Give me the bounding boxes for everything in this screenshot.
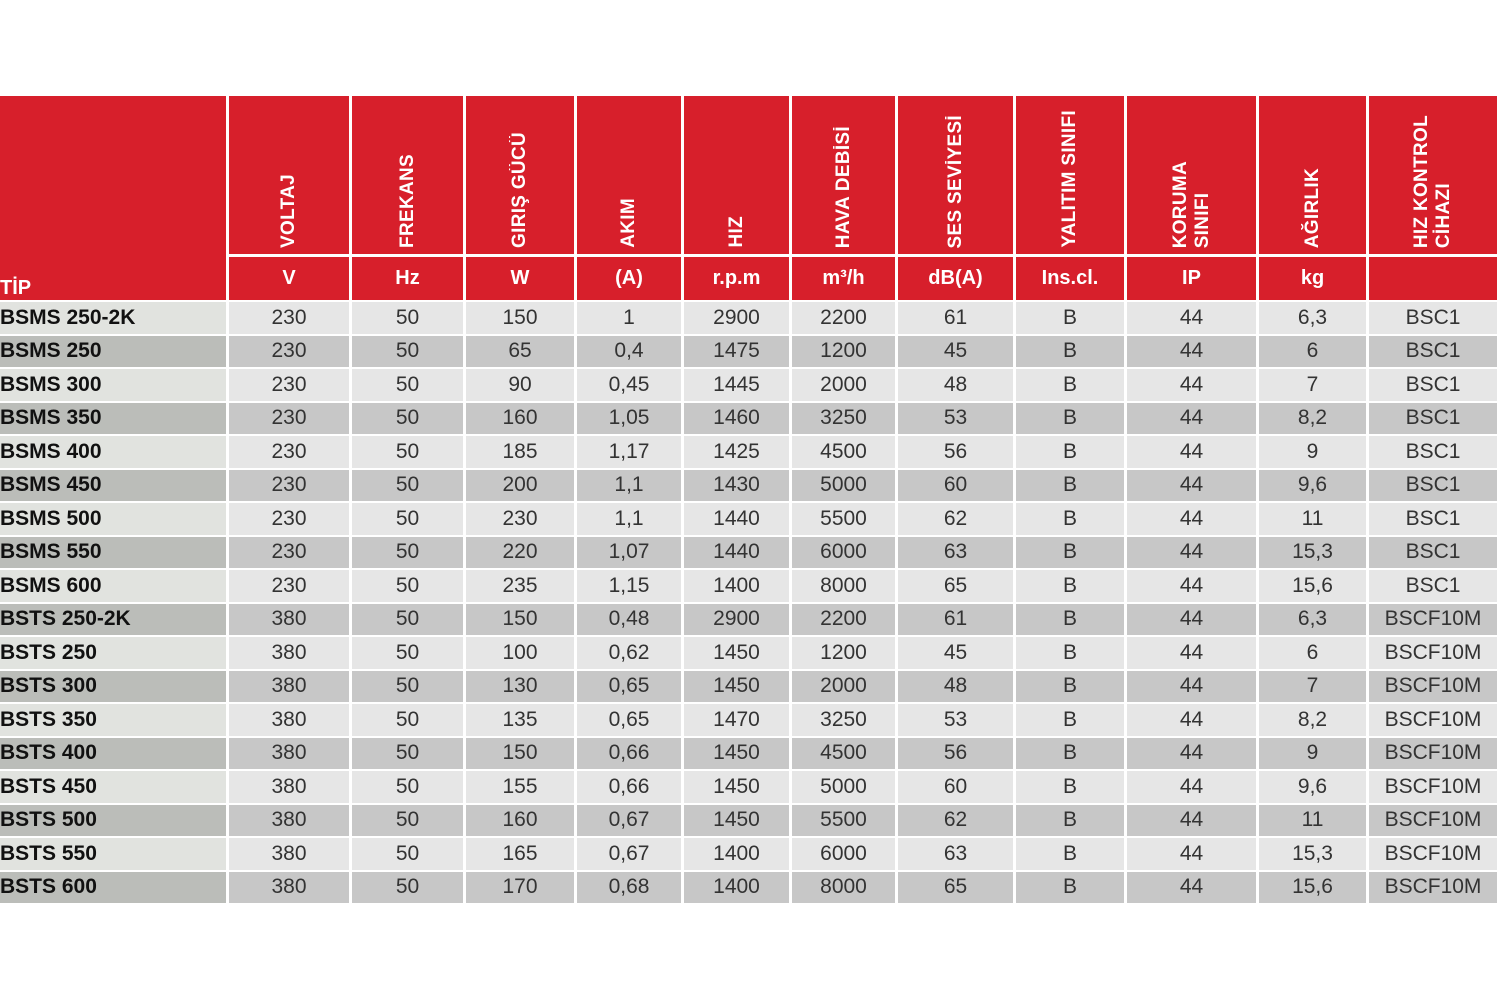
table-row bbox=[0, 568, 1500, 602]
value-cell: BSC1 bbox=[1369, 334, 1500, 368]
spec-table bbox=[0, 96, 1500, 903]
value-cell: 200 bbox=[466, 468, 577, 502]
column-title-text: HIZ KONTROL CİHAZI bbox=[1411, 114, 1454, 248]
header-tip: TİP bbox=[0, 96, 229, 300]
value-cell: 9,6 bbox=[1259, 468, 1369, 502]
value-cell: 1450 bbox=[684, 736, 792, 770]
value-cell: BSC1 bbox=[1369, 535, 1500, 569]
model-name-cell: BSTS 550 bbox=[0, 836, 229, 870]
column-title-text: KORUMA SINIFI bbox=[1169, 160, 1213, 248]
value-cell: 380 bbox=[229, 769, 352, 803]
value-cell: 1200 bbox=[792, 635, 898, 669]
value-cell: 9,6 bbox=[1259, 769, 1369, 803]
value-cell: 0,45 bbox=[577, 367, 684, 401]
value-cell: 135 bbox=[466, 702, 577, 736]
table-row bbox=[0, 803, 1500, 837]
value-cell: 0,66 bbox=[577, 769, 684, 803]
value-cell: 8000 bbox=[792, 568, 898, 602]
value-cell: 11 bbox=[1259, 803, 1369, 837]
table-row bbox=[0, 367, 1500, 401]
value-cell: 380 bbox=[229, 702, 352, 736]
value-cell: 5500 bbox=[792, 803, 898, 837]
value-cell: 1400 bbox=[684, 870, 792, 904]
value-cell: 9 bbox=[1259, 434, 1369, 468]
value-cell: 61 bbox=[898, 300, 1016, 334]
value-cell: 63 bbox=[898, 535, 1016, 569]
table-row bbox=[0, 669, 1500, 703]
value-cell: 44 bbox=[1127, 669, 1259, 703]
value-cell: 230 bbox=[229, 300, 352, 334]
header-column-title bbox=[352, 96, 466, 254]
model-name-cell: BSTS 250 bbox=[0, 635, 229, 669]
value-cell: 50 bbox=[352, 568, 466, 602]
value-cell: 2200 bbox=[792, 300, 898, 334]
value-cell: 0,65 bbox=[577, 702, 684, 736]
value-cell: B bbox=[1016, 468, 1127, 502]
value-cell: 5000 bbox=[792, 468, 898, 502]
value-cell: 62 bbox=[898, 501, 1016, 535]
value-cell: BSCF10M bbox=[1369, 702, 1500, 736]
model-name-cell: BSMS 300 bbox=[0, 367, 229, 401]
model-name-cell: BSTS 450 bbox=[0, 769, 229, 803]
value-cell: 1440 bbox=[684, 501, 792, 535]
value-cell: 8,2 bbox=[1259, 702, 1369, 736]
value-cell: B bbox=[1016, 367, 1127, 401]
table-row bbox=[0, 468, 1500, 502]
header-column-unit: IP bbox=[1127, 254, 1259, 300]
value-cell: 230 bbox=[466, 501, 577, 535]
value-cell: 44 bbox=[1127, 535, 1259, 569]
value-cell: B bbox=[1016, 769, 1127, 803]
value-cell: BSCF10M bbox=[1369, 635, 1500, 669]
value-cell: 62 bbox=[898, 803, 1016, 837]
column-title-text: SES SEVİYESİ bbox=[944, 114, 966, 248]
value-cell: B bbox=[1016, 300, 1127, 334]
value-cell: 53 bbox=[898, 401, 1016, 435]
value-cell: 8,2 bbox=[1259, 401, 1369, 435]
header-column-title bbox=[229, 96, 352, 254]
value-cell: B bbox=[1016, 602, 1127, 636]
column-title-text: YALITIM SINIFI bbox=[1059, 110, 1080, 248]
table-row bbox=[0, 401, 1500, 435]
value-cell: 8000 bbox=[792, 870, 898, 904]
value-cell: 50 bbox=[352, 401, 466, 435]
value-cell: 6000 bbox=[792, 535, 898, 569]
value-cell: 50 bbox=[352, 769, 466, 803]
value-cell: BSC1 bbox=[1369, 468, 1500, 502]
value-cell: 150 bbox=[466, 602, 577, 636]
value-cell: BSC1 bbox=[1369, 434, 1500, 468]
model-name-cell: BSMS 350 bbox=[0, 401, 229, 435]
value-cell: 230 bbox=[229, 401, 352, 435]
value-cell: B bbox=[1016, 434, 1127, 468]
value-cell: 1450 bbox=[684, 803, 792, 837]
value-cell: 0,62 bbox=[577, 635, 684, 669]
header-column-title bbox=[684, 96, 792, 254]
value-cell: 230 bbox=[229, 334, 352, 368]
value-cell: 6,3 bbox=[1259, 300, 1369, 334]
value-cell: 230 bbox=[229, 535, 352, 569]
value-cell: BSCF10M bbox=[1369, 803, 1500, 837]
value-cell: BSCF10M bbox=[1369, 669, 1500, 703]
header-column-unit: r.p.m bbox=[684, 254, 792, 300]
value-cell: 1,07 bbox=[577, 535, 684, 569]
value-cell: 44 bbox=[1127, 568, 1259, 602]
value-cell: 50 bbox=[352, 870, 466, 904]
table-row bbox=[0, 635, 1500, 669]
value-cell: 0,67 bbox=[577, 836, 684, 870]
value-cell: 380 bbox=[229, 669, 352, 703]
value-cell: 44 bbox=[1127, 602, 1259, 636]
value-cell: 50 bbox=[352, 468, 466, 502]
header-column-unit: dB(A) bbox=[898, 254, 1016, 300]
header-column-unit: m³/h bbox=[792, 254, 898, 300]
value-cell: 44 bbox=[1127, 836, 1259, 870]
value-cell: 380 bbox=[229, 736, 352, 770]
value-cell: 45 bbox=[898, 635, 1016, 669]
value-cell: 380 bbox=[229, 635, 352, 669]
header-column-unit: W bbox=[466, 254, 577, 300]
value-cell: 1450 bbox=[684, 769, 792, 803]
column-title-text: HAVA DEBİSİ bbox=[832, 125, 854, 248]
value-cell: BSCF10M bbox=[1369, 769, 1500, 803]
model-name-cell: BSMS 600 bbox=[0, 568, 229, 602]
value-cell: 4500 bbox=[792, 736, 898, 770]
model-name-cell: BSTS 250-2K bbox=[0, 602, 229, 636]
value-cell: 2900 bbox=[684, 602, 792, 636]
value-cell: 380 bbox=[229, 803, 352, 837]
value-cell: 11 bbox=[1259, 501, 1369, 535]
header-column-unit: V bbox=[229, 254, 352, 300]
value-cell: 44 bbox=[1127, 702, 1259, 736]
value-cell: 6 bbox=[1259, 334, 1369, 368]
table-row bbox=[0, 602, 1500, 636]
value-cell: 50 bbox=[352, 736, 466, 770]
value-cell: 50 bbox=[352, 635, 466, 669]
table-row bbox=[0, 434, 1500, 468]
value-cell: 50 bbox=[352, 602, 466, 636]
value-cell: 15,6 bbox=[1259, 870, 1369, 904]
value-cell: 6000 bbox=[792, 836, 898, 870]
value-cell: B bbox=[1016, 334, 1127, 368]
value-cell: 90 bbox=[466, 367, 577, 401]
value-cell: B bbox=[1016, 635, 1127, 669]
value-cell: 230 bbox=[229, 501, 352, 535]
value-cell: 1425 bbox=[684, 434, 792, 468]
value-cell: 44 bbox=[1127, 501, 1259, 535]
value-cell: 2000 bbox=[792, 367, 898, 401]
value-cell: 185 bbox=[466, 434, 577, 468]
table-row bbox=[0, 870, 1500, 904]
value-cell: 0,48 bbox=[577, 602, 684, 636]
value-cell: 380 bbox=[229, 836, 352, 870]
value-cell: 380 bbox=[229, 870, 352, 904]
value-cell: 150 bbox=[466, 736, 577, 770]
value-cell: 3250 bbox=[792, 702, 898, 736]
value-cell: 1440 bbox=[684, 535, 792, 569]
model-name-cell: BSTS 350 bbox=[0, 702, 229, 736]
value-cell: 7 bbox=[1259, 669, 1369, 703]
value-cell: 1470 bbox=[684, 702, 792, 736]
model-name-cell: BSMS 250-2K bbox=[0, 300, 229, 334]
value-cell: 160 bbox=[466, 401, 577, 435]
value-cell: BSC1 bbox=[1369, 501, 1500, 535]
value-cell: BSC1 bbox=[1369, 367, 1500, 401]
value-cell: 4500 bbox=[792, 434, 898, 468]
value-cell: 9 bbox=[1259, 736, 1369, 770]
value-cell: 56 bbox=[898, 434, 1016, 468]
value-cell: 65 bbox=[898, 568, 1016, 602]
value-cell: BSCF10M bbox=[1369, 870, 1500, 904]
model-name-cell: BSTS 400 bbox=[0, 736, 229, 770]
table-row bbox=[0, 836, 1500, 870]
column-title-text: FREKANS bbox=[396, 154, 418, 248]
value-cell: 61 bbox=[898, 602, 1016, 636]
value-cell: 65 bbox=[466, 334, 577, 368]
value-cell: 44 bbox=[1127, 736, 1259, 770]
column-title-text: AKIM bbox=[618, 198, 639, 248]
table-body bbox=[0, 300, 1500, 903]
table-row bbox=[0, 736, 1500, 770]
value-cell: 230 bbox=[229, 468, 352, 502]
value-cell: 100 bbox=[466, 635, 577, 669]
value-cell: 1450 bbox=[684, 669, 792, 703]
model-name-cell: BSTS 500 bbox=[0, 803, 229, 837]
value-cell: BSC1 bbox=[1369, 401, 1500, 435]
column-title-text: GIRIŞ GÜCÜ bbox=[509, 132, 530, 248]
value-cell: 15,3 bbox=[1259, 535, 1369, 569]
header-column-title bbox=[466, 96, 577, 254]
value-cell: 5000 bbox=[792, 769, 898, 803]
value-cell: 50 bbox=[352, 803, 466, 837]
value-cell: 235 bbox=[466, 568, 577, 602]
value-cell: 44 bbox=[1127, 300, 1259, 334]
value-cell: 1430 bbox=[684, 468, 792, 502]
value-cell: 1400 bbox=[684, 836, 792, 870]
value-cell: 0,67 bbox=[577, 803, 684, 837]
value-cell: 155 bbox=[466, 769, 577, 803]
column-title-text: VOLTAJ bbox=[278, 174, 299, 248]
value-cell: 44 bbox=[1127, 870, 1259, 904]
value-cell: B bbox=[1016, 568, 1127, 602]
value-cell: 1,17 bbox=[577, 434, 684, 468]
model-name-cell: BSMS 450 bbox=[0, 468, 229, 502]
table-row bbox=[0, 334, 1500, 368]
value-cell: 1460 bbox=[684, 401, 792, 435]
value-cell: 1,1 bbox=[577, 468, 684, 502]
value-cell: 165 bbox=[466, 836, 577, 870]
header-column-title bbox=[1259, 96, 1369, 254]
value-cell: 230 bbox=[229, 434, 352, 468]
value-cell: 5500 bbox=[792, 501, 898, 535]
header-column-unit: (A) bbox=[577, 254, 684, 300]
table-row bbox=[0, 501, 1500, 535]
value-cell: 50 bbox=[352, 535, 466, 569]
value-cell: 1450 bbox=[684, 635, 792, 669]
value-cell: 1200 bbox=[792, 334, 898, 368]
header-column-title bbox=[577, 96, 684, 254]
model-name-cell: BSTS 600 bbox=[0, 870, 229, 904]
value-cell: BSC1 bbox=[1369, 300, 1500, 334]
value-cell: 50 bbox=[352, 300, 466, 334]
header-column-title bbox=[792, 96, 898, 254]
header-column-title bbox=[1016, 96, 1127, 254]
value-cell: 60 bbox=[898, 769, 1016, 803]
header-column-unit bbox=[1369, 254, 1500, 300]
table-row bbox=[0, 535, 1500, 569]
value-cell: 63 bbox=[898, 836, 1016, 870]
value-cell: 50 bbox=[352, 702, 466, 736]
value-cell: 44 bbox=[1127, 769, 1259, 803]
value-cell: 150 bbox=[466, 300, 577, 334]
value-cell: 48 bbox=[898, 669, 1016, 703]
value-cell: 53 bbox=[898, 702, 1016, 736]
value-cell: 1,05 bbox=[577, 401, 684, 435]
value-cell: 50 bbox=[352, 669, 466, 703]
value-cell: 6,3 bbox=[1259, 602, 1369, 636]
value-cell: 380 bbox=[229, 602, 352, 636]
value-cell: BSC1 bbox=[1369, 568, 1500, 602]
value-cell: 1445 bbox=[684, 367, 792, 401]
value-cell: 2900 bbox=[684, 300, 792, 334]
model-name-cell: BSMS 400 bbox=[0, 434, 229, 468]
value-cell: 15,3 bbox=[1259, 836, 1369, 870]
value-cell: B bbox=[1016, 736, 1127, 770]
value-cell: 44 bbox=[1127, 468, 1259, 502]
value-cell: 44 bbox=[1127, 635, 1259, 669]
model-name-cell: BSMS 250 bbox=[0, 334, 229, 368]
value-cell: B bbox=[1016, 803, 1127, 837]
header-column-title bbox=[1127, 96, 1259, 254]
column-title-text: AĞIRLIK bbox=[1301, 167, 1323, 248]
value-cell: 45 bbox=[898, 334, 1016, 368]
model-name-cell: BSMS 550 bbox=[0, 535, 229, 569]
value-cell: B bbox=[1016, 836, 1127, 870]
value-cell: B bbox=[1016, 401, 1127, 435]
value-cell: B bbox=[1016, 535, 1127, 569]
value-cell: B bbox=[1016, 669, 1127, 703]
value-cell: 7 bbox=[1259, 367, 1369, 401]
value-cell: 170 bbox=[466, 870, 577, 904]
value-cell: 220 bbox=[466, 535, 577, 569]
value-cell: 6 bbox=[1259, 635, 1369, 669]
value-cell: BSCF10M bbox=[1369, 602, 1500, 636]
value-cell: 44 bbox=[1127, 434, 1259, 468]
value-cell: 56 bbox=[898, 736, 1016, 770]
value-cell: 0,68 bbox=[577, 870, 684, 904]
value-cell: 44 bbox=[1127, 803, 1259, 837]
value-cell: 44 bbox=[1127, 334, 1259, 368]
value-cell: B bbox=[1016, 501, 1127, 535]
value-cell: BSCF10M bbox=[1369, 836, 1500, 870]
value-cell: 50 bbox=[352, 501, 466, 535]
value-cell: 230 bbox=[229, 367, 352, 401]
value-cell: B bbox=[1016, 870, 1127, 904]
value-cell: 0,65 bbox=[577, 669, 684, 703]
model-name-cell: BSMS 500 bbox=[0, 501, 229, 535]
value-cell: 130 bbox=[466, 669, 577, 703]
value-cell: 44 bbox=[1127, 401, 1259, 435]
header-column-title bbox=[1369, 96, 1500, 254]
header-column-unit: Hz bbox=[352, 254, 466, 300]
value-cell: 50 bbox=[352, 334, 466, 368]
value-cell: 3250 bbox=[792, 401, 898, 435]
value-cell: BSCF10M bbox=[1369, 736, 1500, 770]
value-cell: 2200 bbox=[792, 602, 898, 636]
value-cell: 50 bbox=[352, 367, 466, 401]
value-cell: 1,1 bbox=[577, 501, 684, 535]
table-row bbox=[0, 702, 1500, 736]
value-cell: 15,6 bbox=[1259, 568, 1369, 602]
value-cell: 50 bbox=[352, 836, 466, 870]
value-cell: 0,4 bbox=[577, 334, 684, 368]
header-column-unit: kg bbox=[1259, 254, 1369, 300]
value-cell: 1475 bbox=[684, 334, 792, 368]
value-cell: 48 bbox=[898, 367, 1016, 401]
value-cell: 1,15 bbox=[577, 568, 684, 602]
header-column-unit: Ins.cl. bbox=[1016, 254, 1127, 300]
value-cell: 60 bbox=[898, 468, 1016, 502]
value-cell: 65 bbox=[898, 870, 1016, 904]
value-cell: 1400 bbox=[684, 568, 792, 602]
header-column-title bbox=[898, 96, 1016, 254]
value-cell: 50 bbox=[352, 434, 466, 468]
value-cell: 160 bbox=[466, 803, 577, 837]
value-cell: 44 bbox=[1127, 367, 1259, 401]
value-cell: 2000 bbox=[792, 669, 898, 703]
model-name-cell: BSTS 300 bbox=[0, 669, 229, 703]
table-row bbox=[0, 769, 1500, 803]
column-title-text: HIZ bbox=[725, 216, 747, 248]
header-title-row bbox=[0, 96, 1500, 254]
value-cell: B bbox=[1016, 702, 1127, 736]
value-cell: 0,66 bbox=[577, 736, 684, 770]
value-cell: 1 bbox=[577, 300, 684, 334]
value-cell: 230 bbox=[229, 568, 352, 602]
table-row bbox=[0, 300, 1500, 334]
